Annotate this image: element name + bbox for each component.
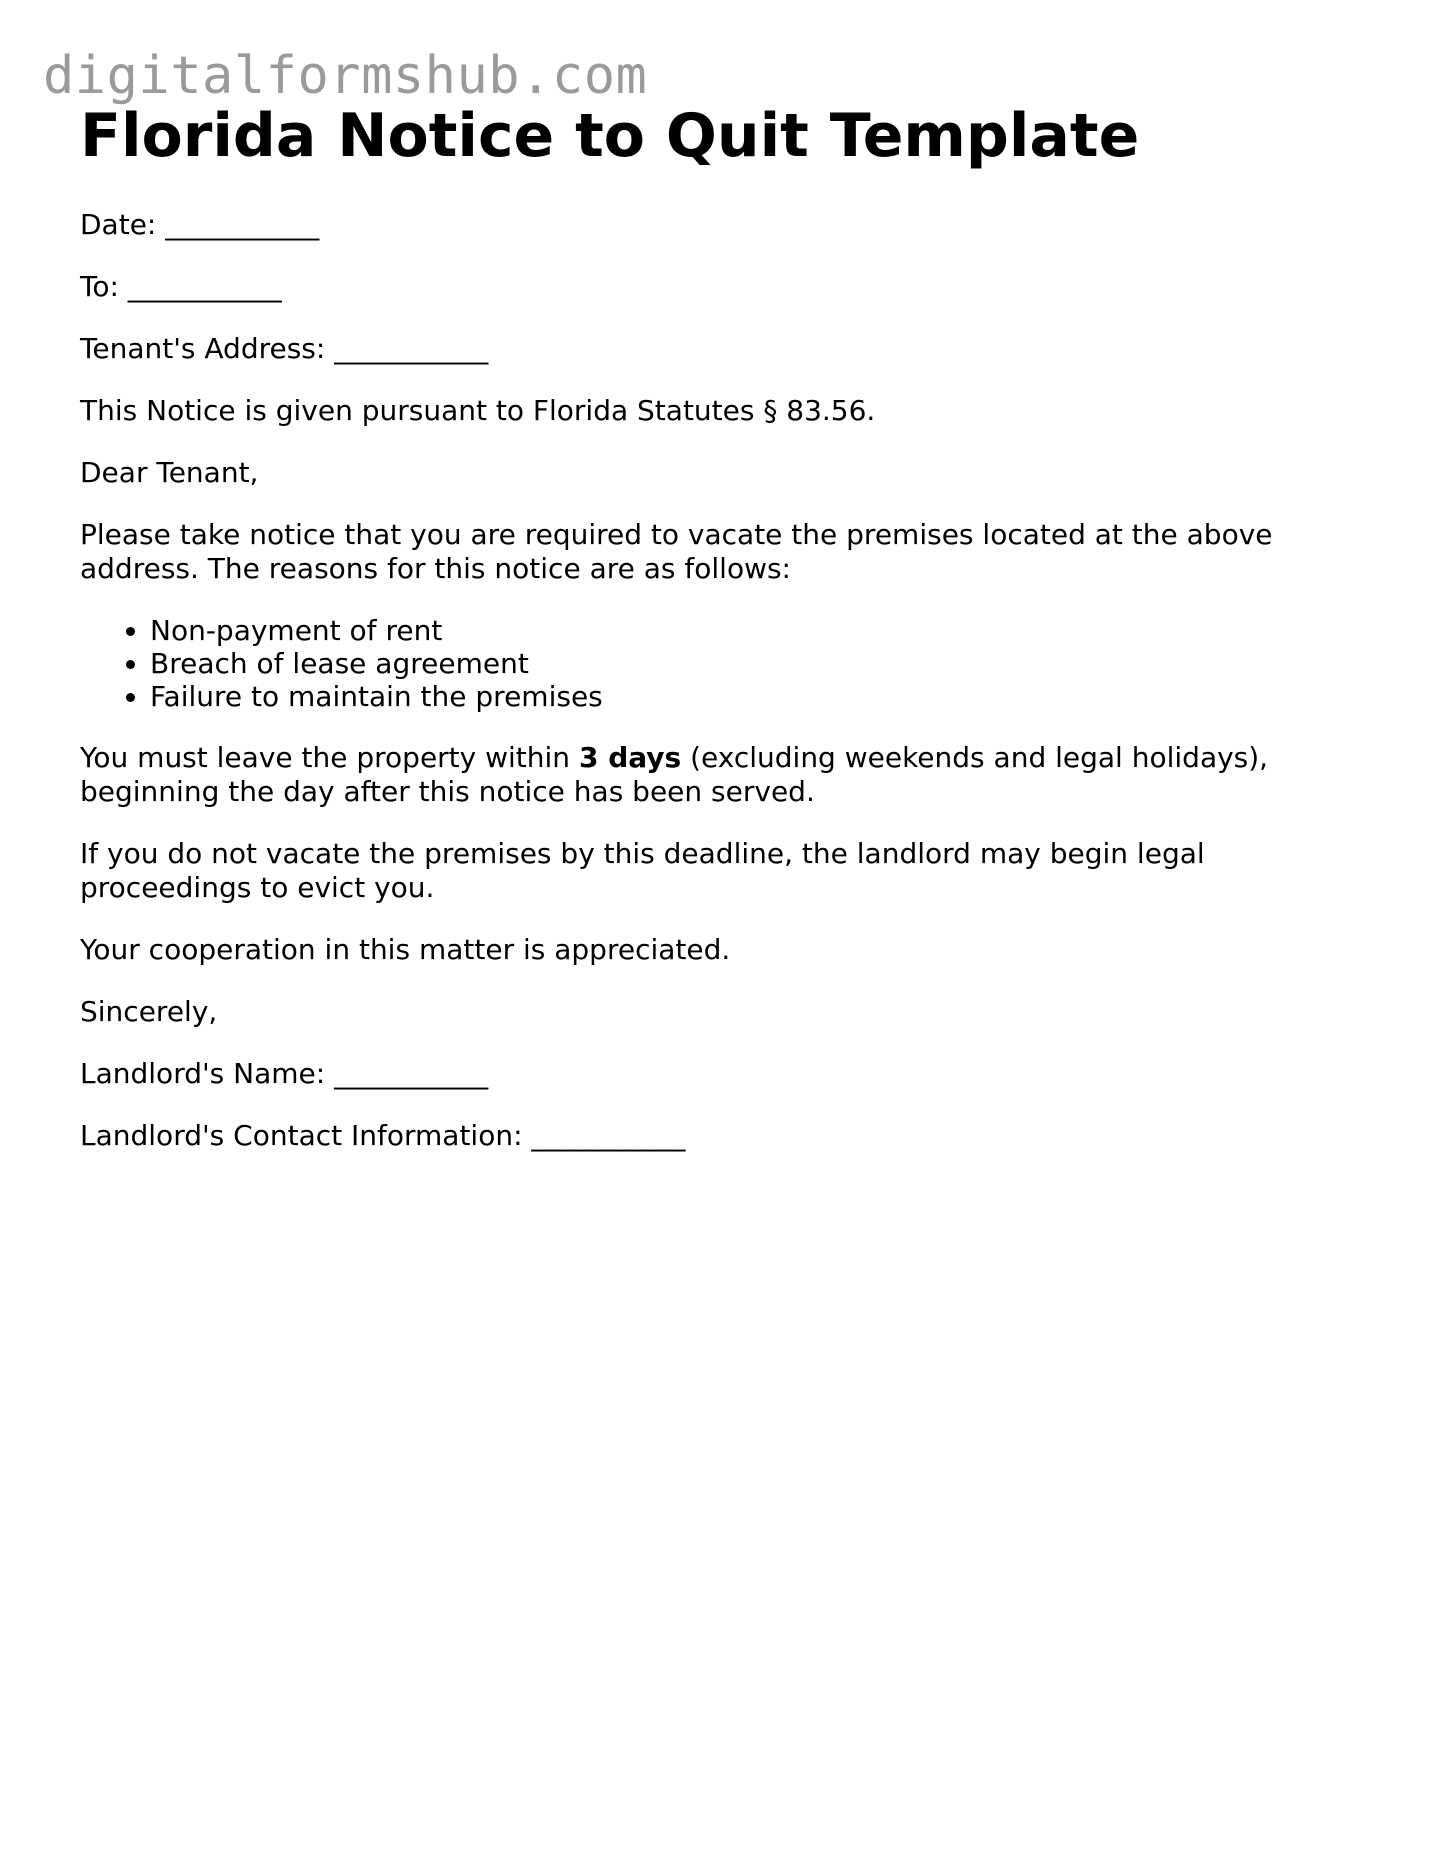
date-field: Date: ___________ bbox=[80, 208, 320, 241]
salutation: Dear Tenant, bbox=[80, 456, 259, 489]
list-item: • Breach of lease agreement bbox=[150, 647, 1340, 680]
list-item: • Non-payment of rent bbox=[150, 614, 1340, 647]
document-body bbox=[80, 100, 1340, 1153]
intro-paragraph: Please take notice that you are required to vacate the premises located at the above address. The reasons for this notice are as follows: bbox=[80, 518, 1273, 585]
document-title: Florida Notice to Quit Template bbox=[80, 101, 1140, 171]
watermark-text: digitalformshub.com bbox=[43, 46, 648, 106]
deadline-text-before: You must leave the property within bbox=[80, 741, 579, 774]
deadline-paragraph bbox=[80, 741, 1340, 809]
list-item: • Failure to maintain the premises bbox=[150, 680, 1340, 713]
deadline-emphasis: 3 days bbox=[578, 741, 682, 774]
deadline-text-after: (excluding weekends and legal holidays), beginning the day after this notice has been served. bbox=[80, 741, 1269, 808]
to-field: To: ___________ bbox=[80, 270, 282, 303]
tenant-address-field: Tenant's Address: ___________ bbox=[80, 332, 489, 365]
landlord-name-field: Landlord's Name: ___________ bbox=[80, 1057, 489, 1090]
closing-note: Your cooperation in this matter is appreciated. bbox=[80, 933, 731, 966]
signoff: Sincerely, bbox=[80, 995, 218, 1028]
reasons-list bbox=[80, 614, 1340, 713]
statute-line: This Notice is given pursuant to Florida Statutes § 83.56. bbox=[80, 394, 876, 427]
landlord-contact-field: Landlord's Contact Information: ___________ bbox=[80, 1119, 686, 1152]
warning-paragraph: If you do not vacate the premises by this deadline, the landlord may begin legal proceedings to evict you. bbox=[80, 837, 1205, 904]
